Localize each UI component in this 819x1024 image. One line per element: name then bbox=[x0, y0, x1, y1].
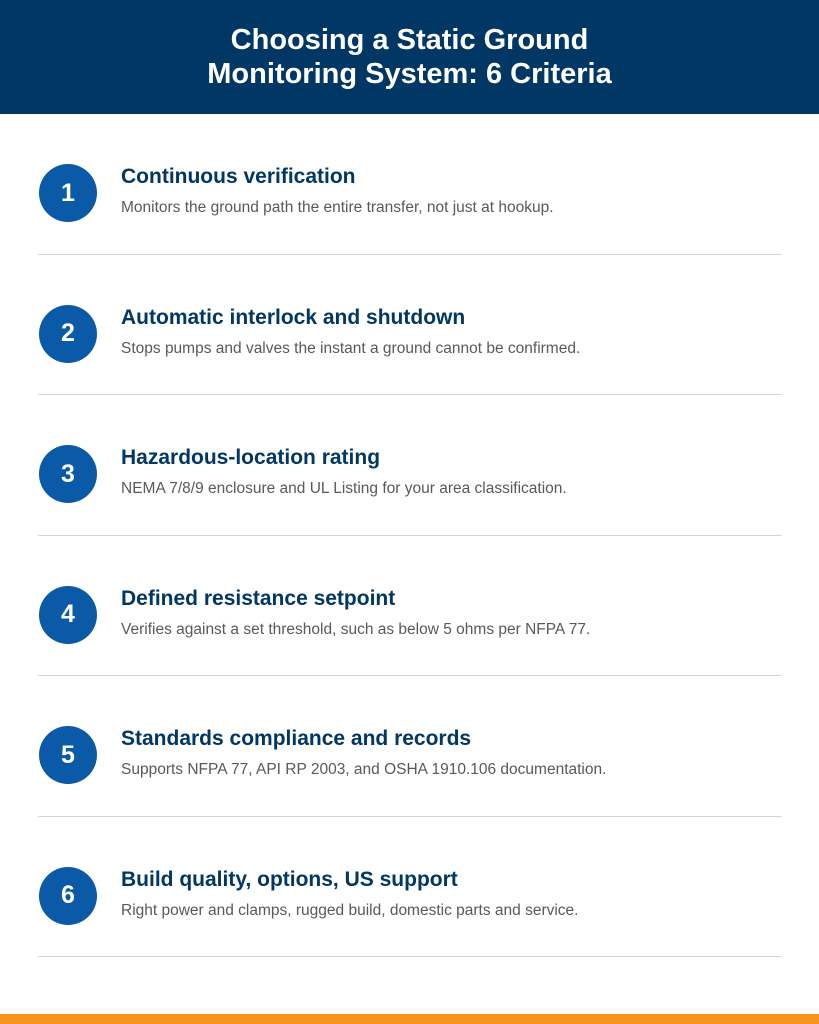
criterion-item-2 bbox=[0, 255, 819, 396]
badge-number: 3 bbox=[61, 459, 75, 488]
number-badge bbox=[39, 305, 97, 363]
criterion-description: Stops pumps and valves the instant a ground cannot be confirmed. bbox=[121, 339, 581, 357]
badge-number: 4 bbox=[61, 600, 75, 628]
number-badge bbox=[39, 164, 97, 222]
criterion-title: Build quality, options, US support bbox=[121, 867, 458, 891]
criterion-item-3 bbox=[0, 395, 819, 536]
criterion-description: Verifies against a set threshold, such as below 5 ohms per NFPA 77. bbox=[121, 620, 591, 638]
badge-number: 2 bbox=[61, 319, 75, 347]
criterion-item-4 bbox=[0, 536, 819, 677]
criterion-description: NEMA 7/8/9 enclosure and UL Listing for your area classification. bbox=[121, 480, 567, 497]
criterion-title: Continuous verification bbox=[121, 165, 356, 188]
badge-number: 1 bbox=[61, 178, 75, 207]
criterion-item-6 bbox=[0, 817, 819, 958]
badge-number: 6 bbox=[61, 881, 75, 909]
number-badge bbox=[39, 445, 97, 503]
criterion-title: Standards compliance and records bbox=[121, 727, 472, 750]
criterion-item-5 bbox=[0, 676, 819, 817]
criterion-description: Supports NFPA 77, API RP 2003, and OSHA 1910.106 documentation. bbox=[121, 761, 607, 778]
badge-number: 5 bbox=[61, 740, 75, 769]
criterion-item-1 bbox=[0, 114, 819, 255]
criterion-title: Automatic interlock and shutdown bbox=[121, 305, 466, 329]
criterion-description: Right power and clamps, rugged build, domestic parts and service. bbox=[121, 901, 579, 919]
criterion-description: Monitors the ground path the entire transfer, not just at hookup. bbox=[121, 199, 554, 216]
criteria-list bbox=[0, 114, 819, 957]
divider bbox=[38, 956, 782, 957]
header-banner bbox=[0, 0, 819, 114]
page-title-line-1: Choosing a Static Ground bbox=[230, 24, 589, 56]
criterion-title: Defined resistance setpoint bbox=[121, 586, 396, 610]
criterion-title: Hazardous-location rating bbox=[121, 446, 381, 469]
number-badge bbox=[39, 586, 97, 644]
page-title-line-2: Monitoring System: 6 Criteria bbox=[207, 58, 612, 90]
footer-accent-bar bbox=[0, 1014, 819, 1024]
number-badge bbox=[39, 867, 97, 925]
number-badge bbox=[39, 726, 97, 784]
